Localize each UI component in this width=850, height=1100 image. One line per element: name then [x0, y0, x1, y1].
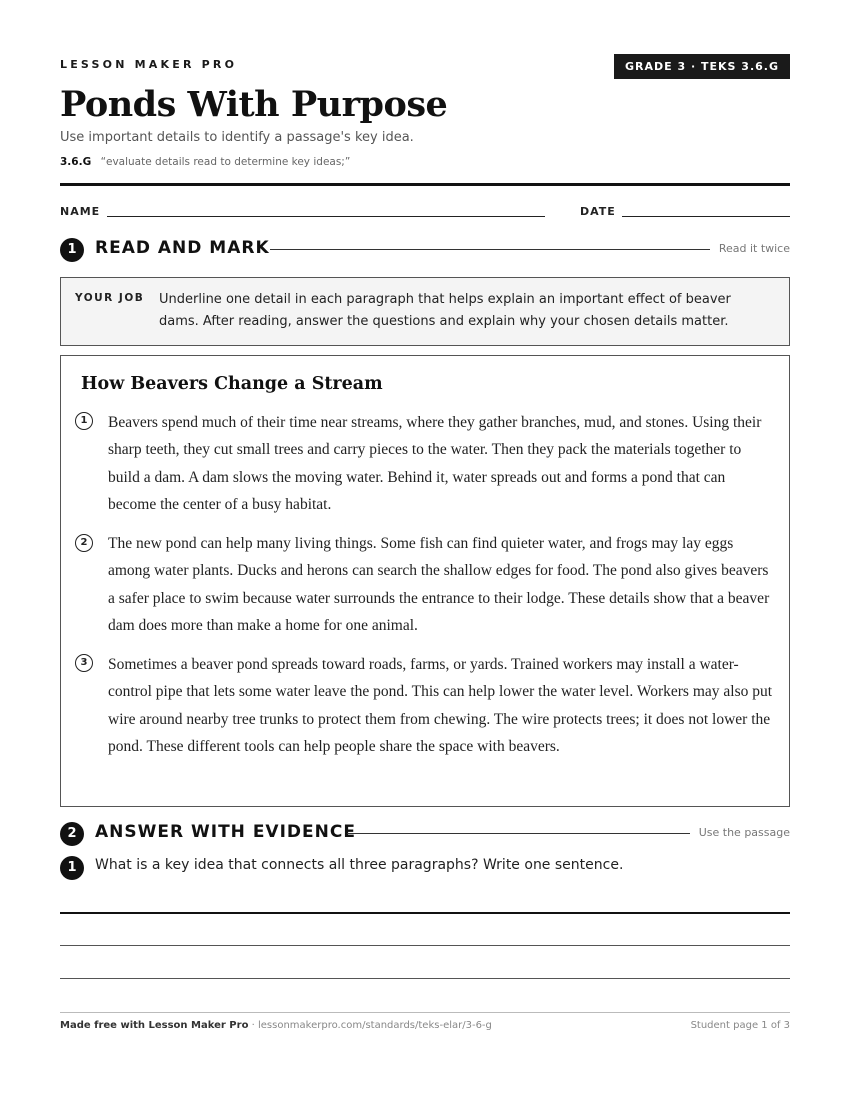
section-note: Use the passage	[698, 826, 790, 839]
footer-credit	[60, 1020, 492, 1031]
paragraph-1-text: Beavers spend much of their time near streams, where they gather branches, mud, and stones. Using their sharp teeth, they cut small trees and carry pieces to the water. Then they pack the materials together to build a dam. A dam slows the moving water. Behind it, water spreads out and forms a pond that can become the center of a busy habitat.	[108, 414, 762, 513]
passage-box	[60, 355, 790, 807]
section-divider	[270, 249, 710, 250]
section-number-badge: 2	[60, 822, 84, 846]
section-number-badge: 1	[60, 238, 84, 262]
page-title: Ponds With Purpose	[60, 84, 448, 125]
footer-page-number: Student page 1 of 3	[690, 1020, 790, 1031]
section-title-read-and-mark: READ AND MARK	[95, 238, 270, 258]
passage-title: How Beavers Change a Stream	[81, 374, 383, 394]
answer-line[interactable]	[60, 945, 790, 946]
question-number-badge: 1	[60, 856, 84, 880]
date-label: DATE	[580, 205, 616, 218]
paragraph-number: 1	[75, 412, 93, 430]
name-field[interactable]	[107, 216, 545, 217]
your-job-box	[60, 277, 790, 346]
date-field[interactable]	[622, 216, 790, 217]
brand-name: LESSON MAKER PRO	[60, 58, 238, 71]
page-subtitle: Use important details to identify a passage's key idea.	[60, 130, 414, 145]
footer-divider	[60, 1012, 790, 1013]
footer-brand: Made free with Lesson Maker Pro	[60, 1020, 249, 1031]
your-job-label: YOUR JOB	[75, 292, 145, 304]
header-divider	[60, 183, 790, 186]
paragraph-2-text: The new pond can help many living things. Some fish can find quieter water, and frogs may lay eggs among water plants. Ducks and herons can search the shallow edges for food. The pond also gives beavers a safer place to swim because water surrounds the entrance to their lodge. These details show that a beaver dam does more than make a home for one animal.	[108, 535, 770, 634]
paragraph-3-text: Sometimes a beaver pond spreads toward roads, farms, or yards. Trained workers may install a water-control pipe that lets some water leave the pond. This can help lower the water level. Workers may also put wire around nearby tree trunks to protect them from chewing. The wire protects trees; it does not lower the pond. These different tools can help people share the space with beavers.	[108, 656, 773, 755]
section-divider	[347, 833, 690, 834]
answer-line[interactable]	[60, 912, 790, 914]
section-note: Read it twice	[718, 242, 790, 255]
worksheet-page	[60, 0, 790, 1100]
answer-line[interactable]	[60, 978, 790, 979]
grade-badge: GRADE 3 · TEKS 3.6.G	[614, 54, 790, 79]
section-title-answer-with-evidence: ANSWER WITH EVIDENCE	[95, 822, 356, 842]
standard-line	[60, 156, 350, 168]
footer-separator: ·	[248, 1020, 258, 1031]
name-label: NAME	[60, 205, 101, 218]
paragraph-number: 3	[75, 654, 93, 672]
standard-code: 3.6.G	[60, 156, 92, 168]
question-1-text: What is a key idea that connects all three paragraphs? Write one sentence.	[95, 857, 624, 873]
paragraph-number: 2	[75, 534, 93, 552]
your-job-text: Underline one detail in each paragraph that helps explain an important effect of beaver dams. After reading, answer the questions and explain why your chosen details matter.	[159, 292, 731, 329]
footer-url[interactable]: lessonmakerpro.com/standards/teks-elar/3-6-g	[257, 1020, 492, 1031]
standard-text: “evaluate details read to determine key ideas;”	[100, 156, 351, 168]
